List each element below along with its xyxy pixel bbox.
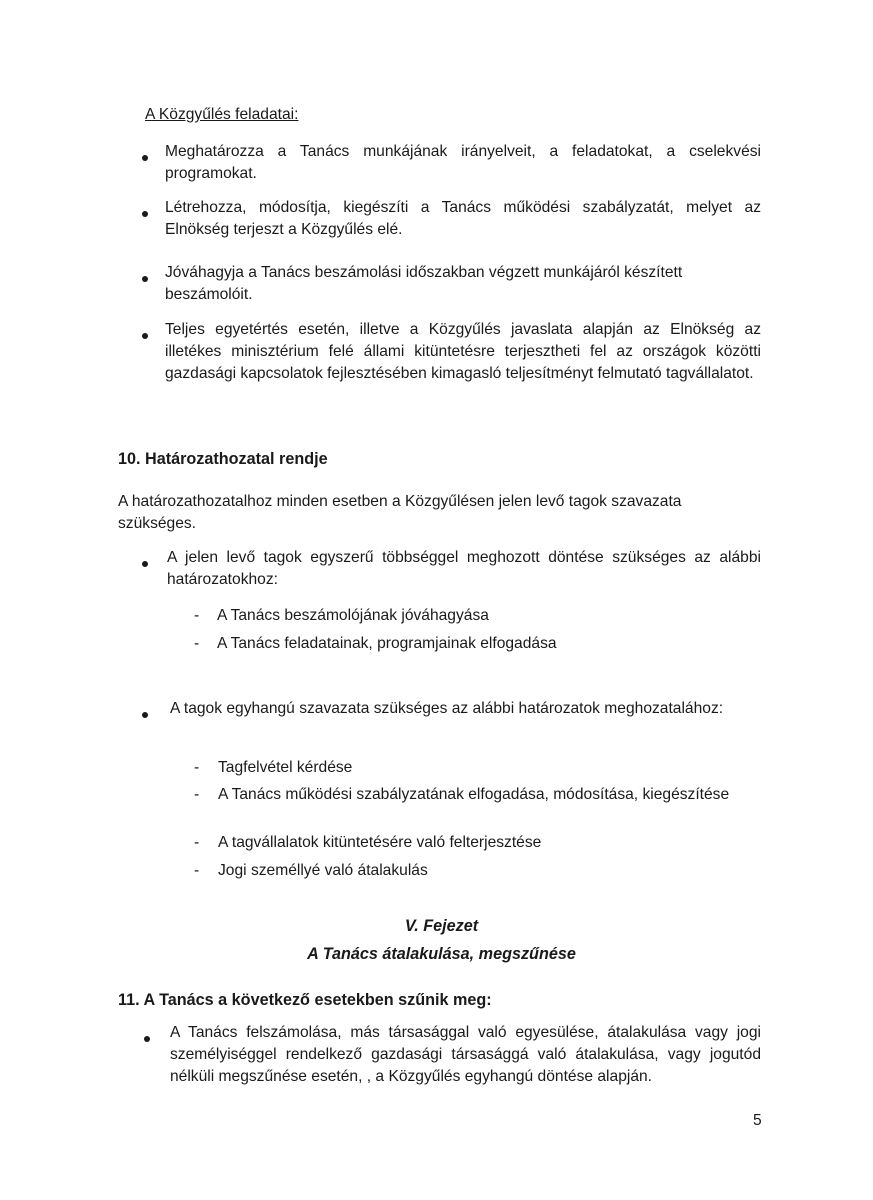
unanimous-item: A Tanács működési szabályzatának elfogadása, módosítása, kiegészítése [218,786,730,803]
section-title: A Közgyűlés feladatai: [145,106,299,123]
unanimous-item: Tagfelvétel kérdése [218,759,353,776]
majority-item: A Tanács feladatainak, programjainak elfogadása [217,635,557,652]
dash-icon: - [194,759,200,776]
bullet-icon [142,561,148,567]
dash-icon: - [194,862,200,879]
task-item: Meghatározza a Tanács munkájának irányelveit, a feladatokat, a cselekvési programokat. [165,143,761,182]
unanimous-item: A tagvállalatok kitüntetésére való felterjesztése [218,834,542,851]
dash-icon: - [194,635,200,652]
bullet-icon [144,1036,150,1042]
task-item: Teljes egyetértés esetén, illetve a Közgyűlés javaslata alapján az Elnökség az illetékes minisztérium felé állami kitüntetésre terjesztheti fel az országok közötti gazdasági kapcsolatok fejlesztésében kimagasló teljesítményt felmutató tagvállalatot. [165,321,761,382]
dash-icon: - [194,607,200,624]
chapter-label: V. Fejezet [404,917,479,935]
task-item: Létrehozza, módosítja, kiegészíti a Tanács működési szabályzatát, melyet az Elnökség terjeszt a Közgyűlés elé. [165,199,761,238]
unanimous-intro: A tagok egyhangú szavazata szükséges az alábbi határozatok meghozatalához: [170,700,724,717]
page-number: 5 [753,1112,762,1129]
bullet-icon [142,333,148,339]
majority-intro: A jelen levő tagok egyszerű többséggel meghozott döntése szükséges az alábbi határozatokhoz: [167,549,761,588]
unanimous-item: Jogi személlyé való átalakulás [218,862,428,879]
bullet-icon [142,211,148,217]
majority-item: A Tanács beszámolójának jóváhagyása [217,607,489,624]
para-10: A határozathozatalhoz minden esetben a Közgyűlésen jelen levő tagok szavazata szükséges. [118,493,682,532]
termination-text: A Tanács felszámolása, más társasággal való egyesülése, átalakulása vagy jogi személyiséggel rendelkező gazdasági társasággá való átalakulása, vagy jogutód nélküli megszűnése esetén, , a Közgyűlés egyhangú döntése alapján. [170,1024,761,1085]
dash-icon: - [194,786,200,803]
bullet-icon [142,276,148,282]
heading-11: 11. A Tanács a következő esetekben szűnik meg: [118,991,492,1009]
dash-icon: - [194,834,200,851]
task-item: Jóváhagyja a Tanács beszámolási időszakban végzett munkájáról készített beszámolóit. [165,264,683,303]
heading-10: 10. Határozathozatal rendje [118,450,328,468]
bullet-icon [142,712,148,718]
chapter-title: A Tanács átalakulása, megszűnése [307,945,576,963]
bullet-icon [142,155,148,161]
